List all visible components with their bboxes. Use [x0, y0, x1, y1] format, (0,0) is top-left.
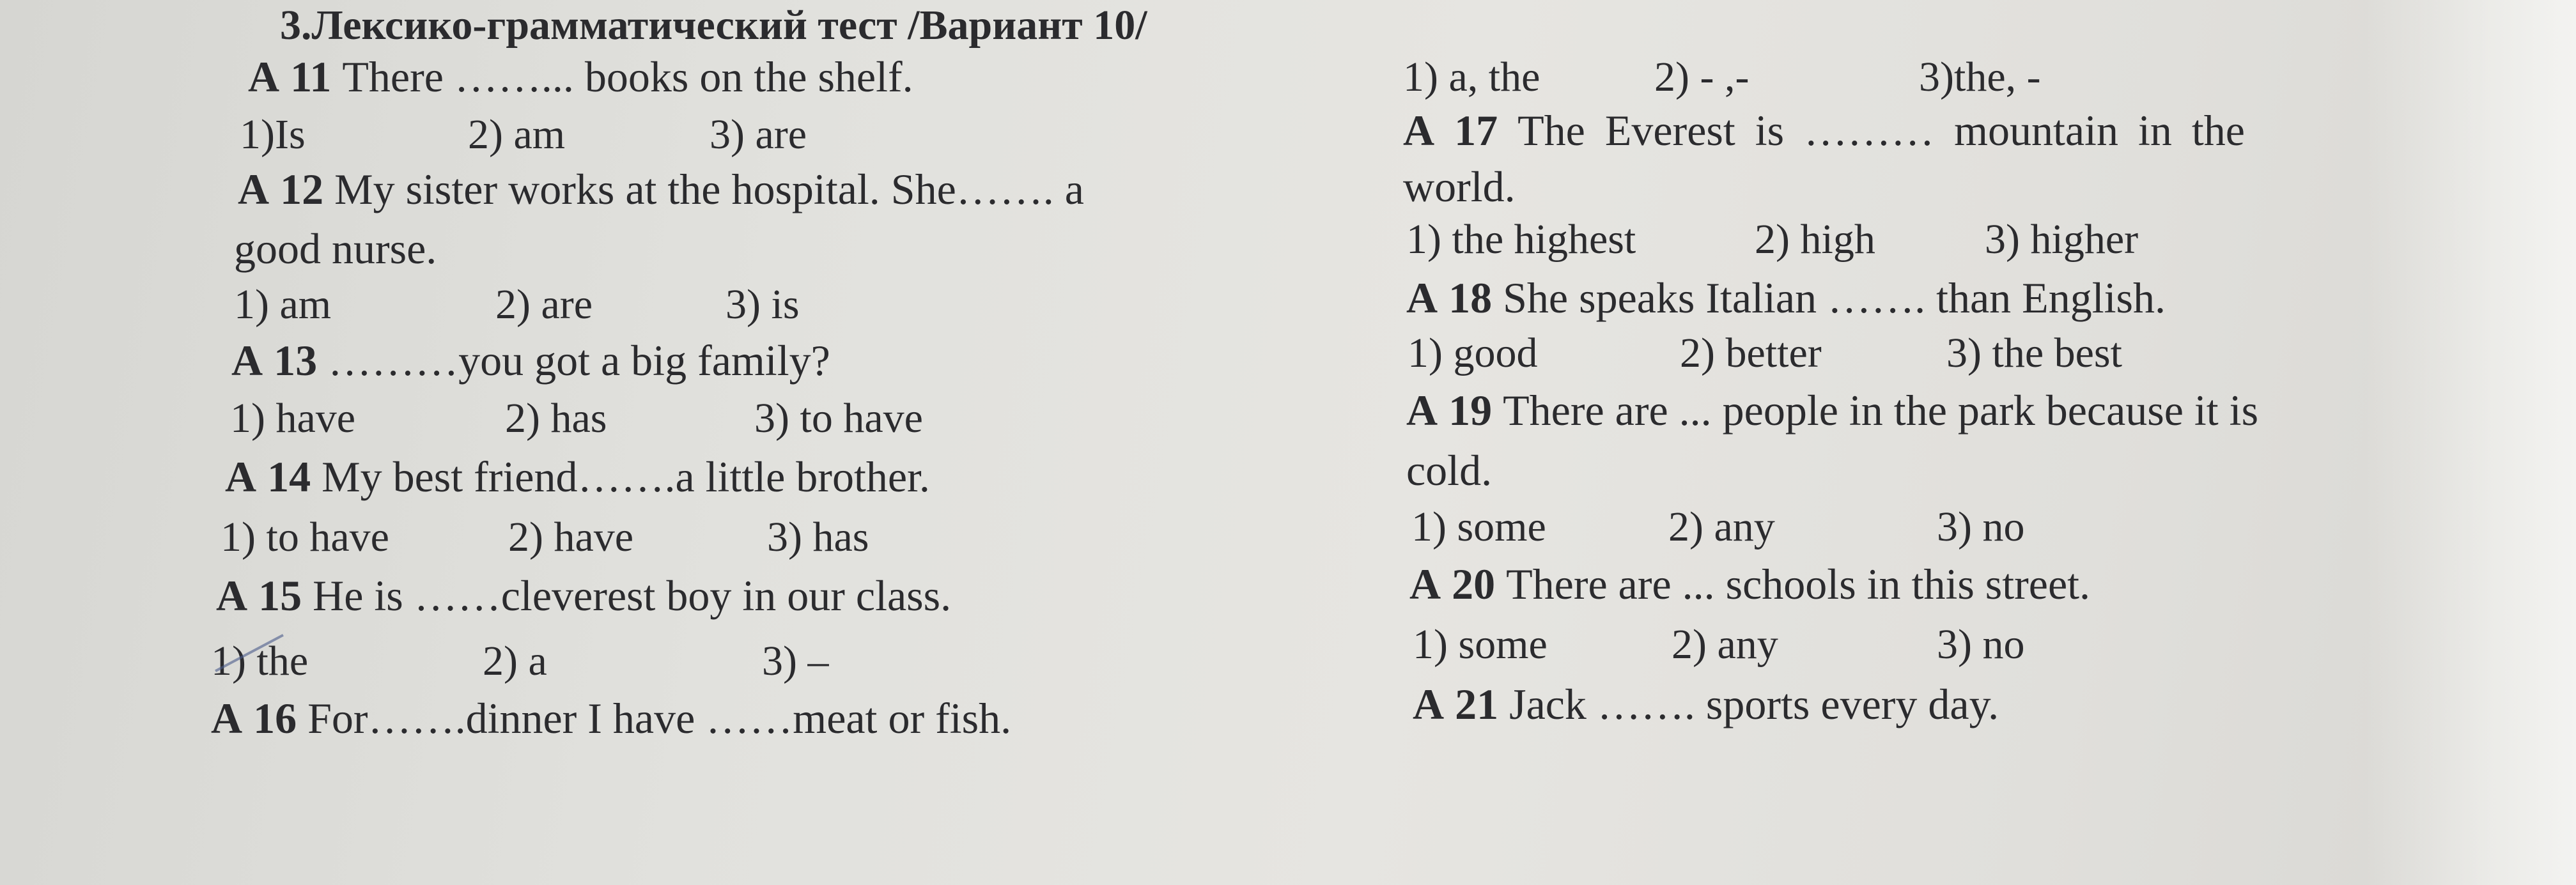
- option: 1)Is: [240, 111, 306, 158]
- question-text: There ……... books on the shelf.: [331, 52, 913, 101]
- question-a14: [225, 452, 930, 501]
- option: 3)the, -: [1919, 54, 2041, 100]
- option: 1) good: [1408, 330, 1538, 376]
- question-a16: [211, 694, 1012, 743]
- question-text: There are ... schools in this street.: [1495, 560, 2091, 608]
- question-text: She speaks Italian ……. than English.: [1492, 273, 2166, 322]
- option: 3) to have: [754, 395, 923, 442]
- question-a13: [231, 336, 830, 385]
- question-a20: [1409, 562, 2090, 606]
- option: 1) have: [230, 395, 356, 442]
- question-continuation: world.: [1403, 162, 1516, 211]
- option: 1) some: [1411, 504, 1546, 550]
- question-number: А 12: [238, 165, 324, 213]
- option: 1) the: [211, 638, 309, 684]
- option: 1) some: [1413, 621, 1548, 668]
- option: 2) am: [468, 111, 566, 158]
- question-text: The Everest is ……… mountain in the: [1498, 106, 2245, 155]
- option: 2) are: [495, 281, 593, 328]
- option: 3) higher: [1985, 216, 2139, 263]
- option: 3) the best: [1946, 330, 2122, 376]
- question-continuation: good nurse.: [234, 224, 437, 273]
- option: 3) are: [710, 111, 807, 158]
- option: 1) a, the: [1403, 54, 1540, 100]
- option: 2) a: [483, 638, 547, 684]
- option: 2) has: [505, 395, 607, 442]
- option: 2) - ,-: [1654, 54, 1750, 100]
- option: 2) have: [508, 514, 634, 560]
- question-number: А 18: [1406, 273, 1493, 322]
- question-number: А 21: [1413, 680, 1499, 728]
- question-number: А 19: [1406, 386, 1493, 435]
- option: 3) no: [1937, 621, 2025, 668]
- question-text: ………you got a big family?: [317, 336, 830, 385]
- question-text: My best friend…….a little brother.: [311, 452, 930, 501]
- option: 1) the highest: [1406, 216, 1636, 263]
- paper-shadow: [2365, 0, 2576, 885]
- option: 2) any: [1672, 621, 1778, 668]
- question-a17: [1403, 106, 2245, 155]
- option: 1) to have: [221, 514, 389, 560]
- question-number: А 16: [211, 694, 297, 743]
- question-a19: [1406, 386, 2259, 435]
- question-text: For…….dinner I have ……meat or fish.: [297, 694, 1012, 743]
- option: 3) has: [767, 514, 869, 560]
- option: 1) am: [234, 281, 332, 328]
- question-number: А 17: [1403, 106, 1498, 155]
- question-a18: [1406, 273, 2166, 322]
- question-number: А 13: [231, 336, 318, 385]
- page-title: 3.Лексико-грамматический тест /Вариант 10/: [280, 2, 1147, 49]
- option: 2) better: [1680, 330, 1822, 376]
- question-a12: [238, 167, 1084, 211]
- option: 2) any: [1668, 504, 1775, 550]
- question-a21: [1413, 682, 1999, 726]
- question-text: There are ... people in the park because it is: [1492, 386, 2259, 435]
- question-continuation: cold.: [1406, 446, 1493, 495]
- question-number: А 20: [1409, 560, 1496, 608]
- question-a11: [248, 52, 913, 101]
- question-number: А 11: [248, 52, 332, 101]
- option: 3) –: [762, 638, 829, 684]
- question-a15: [216, 571, 952, 620]
- question-text: Jack ……. sports every day.: [1498, 680, 1999, 728]
- question-number: А 14: [225, 452, 311, 501]
- option: 3) no: [1937, 504, 2025, 550]
- option: 3) is: [725, 281, 800, 328]
- question-number: А 15: [216, 571, 302, 620]
- question-text: My sister works at the hospital. She……. a: [323, 165, 1084, 213]
- option: 2) high: [1755, 216, 1875, 263]
- question-text: He is ……cleverest boy in our class.: [302, 571, 952, 620]
